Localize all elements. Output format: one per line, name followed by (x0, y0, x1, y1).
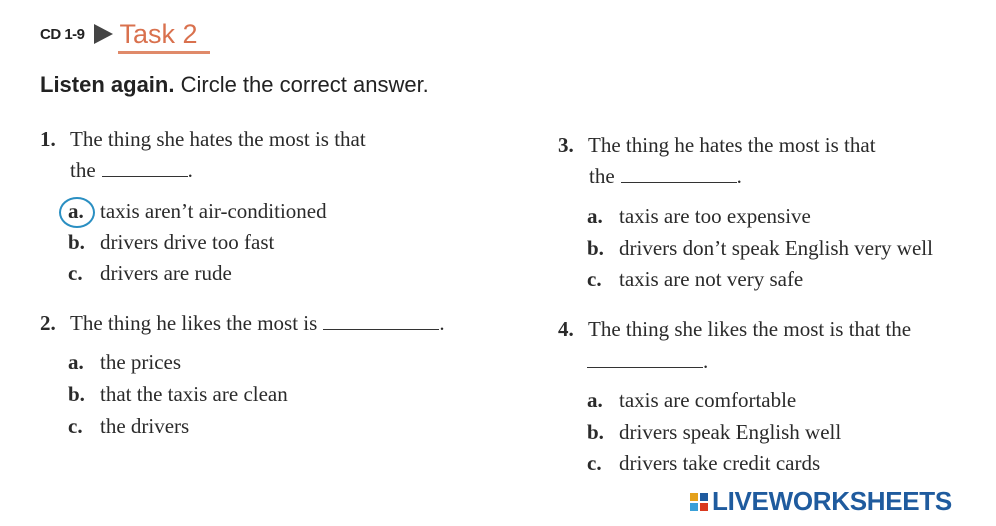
option-text: drivers are rude (100, 261, 232, 285)
option-letter: b. (68, 230, 85, 254)
blank-end: . (703, 349, 709, 373)
liveworksheets-logo (690, 486, 952, 517)
answer-blank (587, 349, 703, 368)
question-3-line2 (589, 164, 742, 189)
answer-blank (102, 158, 188, 177)
question-number: 1. (40, 127, 56, 151)
answer-blank (323, 311, 439, 330)
option-text: the drivers (100, 414, 190, 438)
option-letter: b. (587, 236, 604, 260)
option-text: taxis are not very safe (619, 267, 804, 291)
blank-end: . (439, 311, 445, 335)
option-text: the prices (100, 350, 182, 374)
task-title: Task 2 (119, 18, 198, 49)
question-4-line2 (587, 349, 708, 374)
option-3a[interactable] (587, 204, 811, 229)
cd-track-label: CD 1-9 (40, 25, 85, 43)
option-text: drivers speak English well (619, 420, 842, 444)
option-letter: a. (68, 350, 84, 374)
watermark-text: LIVEWORKSHEETS (712, 486, 952, 516)
question-number: 3. (558, 133, 574, 157)
instruction (40, 72, 429, 98)
option-letter: a. (68, 199, 84, 223)
option-text: drivers take credit cards (619, 451, 821, 475)
option-letter: b. (68, 382, 85, 406)
blank-end: . (187, 158, 193, 182)
instruction-rest: Circle the correct answer. (174, 72, 429, 97)
option-3b[interactable] (587, 236, 933, 261)
option-1a[interactable] (68, 199, 327, 224)
option-text: taxis are comfortable (619, 388, 797, 412)
option-text: drivers don’t speak English very well (619, 236, 933, 260)
play-icon (94, 24, 113, 44)
option-text: that the taxis are clean (100, 382, 288, 406)
option-3c[interactable] (587, 267, 803, 292)
option-text: taxis are too expensive (619, 204, 811, 228)
question-text: The thing he likes the most is (70, 311, 318, 335)
option-letter: c. (68, 261, 83, 285)
question-number: 4. (558, 317, 574, 341)
option-4b[interactable] (587, 420, 841, 445)
blank-end: . (736, 164, 742, 188)
option-1b[interactable] (68, 230, 274, 255)
option-letter: c. (587, 451, 602, 475)
liveworksheets-icon (690, 493, 708, 511)
instruction-bold: Listen again. (40, 72, 175, 97)
question-1-line2 (70, 158, 193, 183)
question-text: The thing he hates the most is that (588, 133, 876, 157)
option-letter: a. (587, 204, 603, 228)
task-title-underline (118, 51, 210, 54)
option-4a[interactable] (587, 388, 796, 413)
option-2a[interactable] (68, 350, 181, 375)
question-2 (40, 311, 445, 336)
question-text: The thing she likes the most is that the (588, 317, 912, 341)
question-3 (558, 133, 876, 158)
question-text-cont: the (70, 158, 96, 182)
question-number: 2. (40, 311, 56, 335)
option-1c[interactable] (68, 261, 232, 286)
option-letter: c. (68, 414, 83, 438)
option-2c[interactable] (68, 414, 189, 439)
question-text-cont: the (589, 164, 615, 188)
option-text: drivers drive too fast (100, 230, 275, 254)
question-text: The thing she hates the most is that (70, 127, 366, 151)
question-1 (40, 127, 366, 152)
option-2b[interactable] (68, 382, 288, 407)
option-4c[interactable] (587, 451, 820, 476)
answer-blank (621, 164, 737, 183)
option-text: taxis aren’t air-conditioned (100, 199, 327, 223)
option-letter: c. (587, 267, 602, 291)
question-4 (558, 317, 911, 342)
task-header (40, 14, 198, 54)
option-letter: a. (587, 388, 603, 412)
option-letter: b. (587, 420, 604, 444)
